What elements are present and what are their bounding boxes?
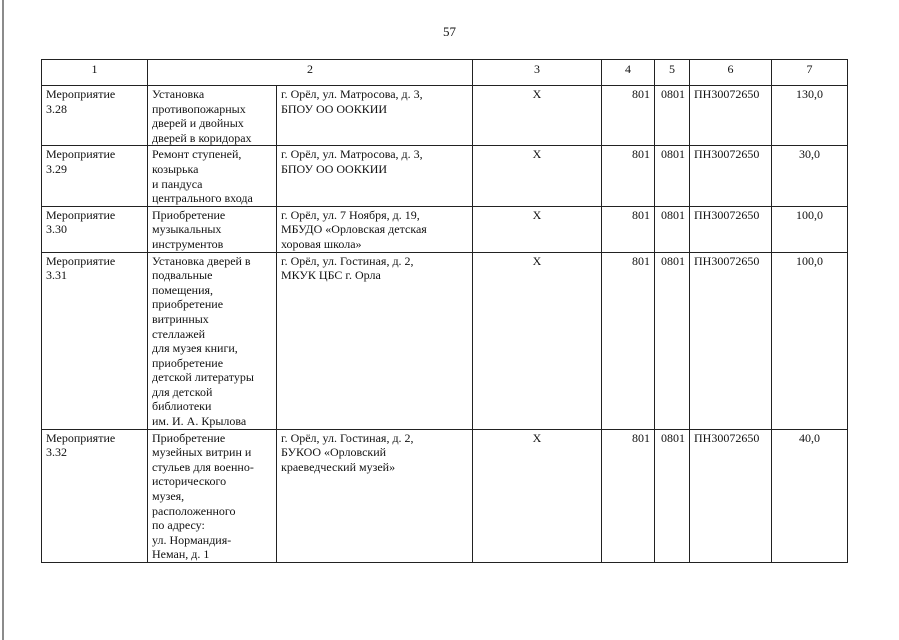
work-cell: Приобретение музейных витрин и стульев для военно- исторического музея, расположенного по адресу: ул. Нормандия- Неман, д. 1 <box>148 429 277 562</box>
col5-cell: 0801 <box>655 146 690 206</box>
col4-cell: 801 <box>602 146 655 206</box>
address-cell: г. Орёл, ул. Гостиная, д. 2, БУКОО «Орловский краеведческий музей» <box>277 429 473 562</box>
address-cell: г. Орёл, ул. Матросова, д. 3, БПОУ ОО ООККИИ <box>277 146 473 206</box>
col7-cell: 130,0 <box>772 86 848 146</box>
col6-cell: ПН30072650 <box>690 206 772 252</box>
col4-cell: 801 <box>602 206 655 252</box>
table-header-row <box>42 60 848 86</box>
table-row <box>42 206 848 252</box>
col3-cell: X <box>473 429 602 562</box>
col5-cell: 0801 <box>655 252 690 429</box>
event-cell: Мероприятие 3.30 <box>42 206 148 252</box>
header-col-2: 2 <box>148 60 473 86</box>
col6-cell: ПН30072650 <box>690 429 772 562</box>
col6-cell: ПН30072650 <box>690 86 772 146</box>
table-row <box>42 86 848 146</box>
header-col-3: 3 <box>473 60 602 86</box>
scan-left-edge <box>2 0 4 640</box>
address-cell: г. Орёл, ул. 7 Ноября, д. 19, МБУДО «Орловская детская хоровая школа» <box>277 206 473 252</box>
col7-cell: 30,0 <box>772 146 848 206</box>
col6-cell: ПН30072650 <box>690 146 772 206</box>
event-cell: Мероприятие 3.31 <box>42 252 148 429</box>
col3-cell: X <box>473 146 602 206</box>
table-row <box>42 429 848 562</box>
header-col-6: 6 <box>690 60 772 86</box>
col7-cell: 100,0 <box>772 206 848 252</box>
col4-cell: 801 <box>602 252 655 429</box>
col6-cell: ПН30072650 <box>690 252 772 429</box>
col7-cell: 100,0 <box>772 252 848 429</box>
col3-cell: X <box>473 252 602 429</box>
header-col-7: 7 <box>772 60 848 86</box>
header-col-5: 5 <box>655 60 690 86</box>
header-col-1: 1 <box>42 60 148 86</box>
col5-cell: 0801 <box>655 86 690 146</box>
col4-cell: 801 <box>602 86 655 146</box>
event-cell: Мероприятие 3.29 <box>42 146 148 206</box>
col7-cell: 40,0 <box>772 429 848 562</box>
work-cell: Установка противопожарных дверей и двойных дверей в коридорах <box>148 86 277 146</box>
header-col-4: 4 <box>602 60 655 86</box>
work-cell: Установка дверей в подвальные помещения, приобретение витринных стеллажей для музея книги, приобретение детской литературы для детской библиотеки им. И. А. Крылова <box>148 252 277 429</box>
table-row <box>42 146 848 206</box>
table-row <box>42 252 848 429</box>
col4-cell: 801 <box>602 429 655 562</box>
budget-table <box>41 59 848 563</box>
col3-cell: X <box>473 206 602 252</box>
work-cell: Приобретение музыкальных инструментов <box>148 206 277 252</box>
event-cell: Мероприятие 3.32 <box>42 429 148 562</box>
page-number: 57 <box>443 24 456 39</box>
address-cell: г. Орёл, ул. Матросова, д. 3, БПОУ ОО ООККИИ <box>277 86 473 146</box>
event-cell: Мероприятие 3.28 <box>42 86 148 146</box>
col3-cell: X <box>473 86 602 146</box>
work-cell: Ремонт ступеней, козырька и пандуса центрального входа <box>148 146 277 206</box>
col5-cell: 0801 <box>655 206 690 252</box>
col5-cell: 0801 <box>655 429 690 562</box>
address-cell: г. Орёл, ул. Гостиная, д. 2, МКУК ЦБС г. Орла <box>277 252 473 429</box>
